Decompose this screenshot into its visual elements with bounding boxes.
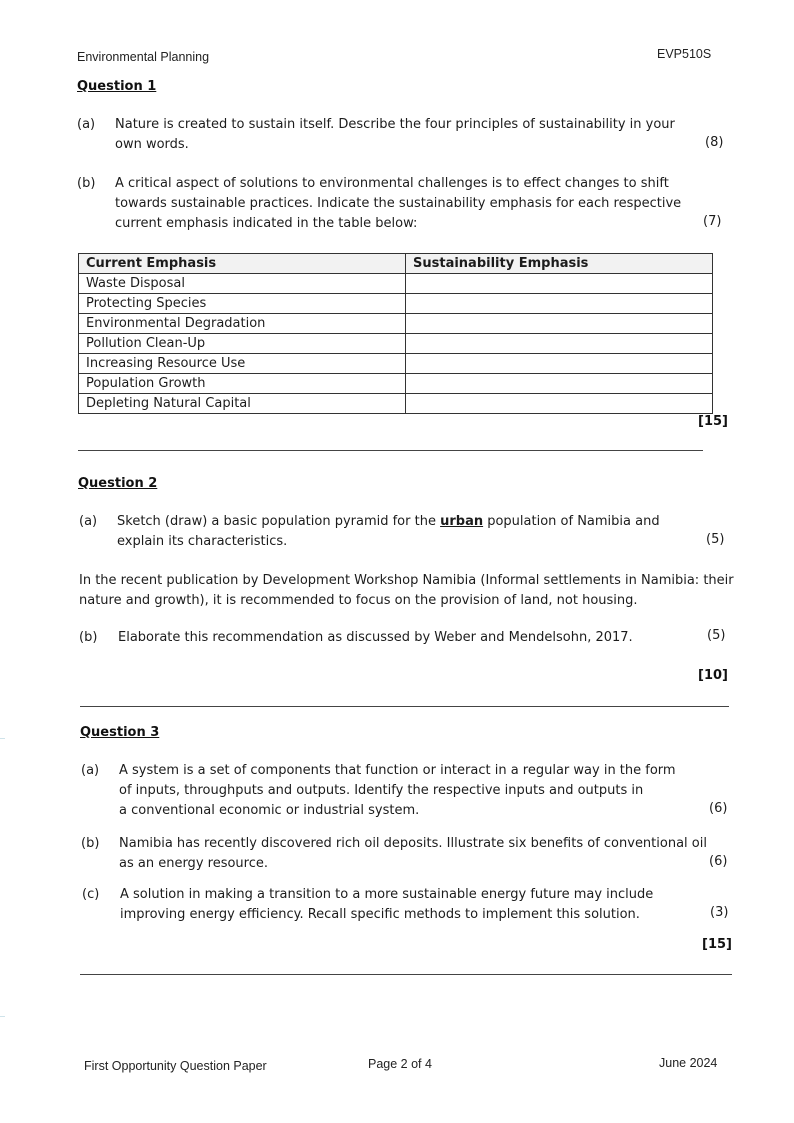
q1b-text-line1: A critical aspect of solutions to environmental challenges is to effect changes to shift bbox=[115, 176, 669, 191]
table-cell-current: Protecting Species bbox=[79, 294, 406, 314]
q2b-marks: (5) bbox=[707, 628, 726, 643]
table-cell-current: Pollution Clean-Up bbox=[79, 334, 406, 354]
q3b-marks: (6) bbox=[709, 854, 728, 869]
table-row bbox=[79, 374, 713, 394]
q1b-text-line3: current emphasis indicated in the table below: bbox=[115, 216, 418, 231]
column-header-sustainability-emphasis: Sustainability Emphasis bbox=[406, 254, 713, 274]
section-divider bbox=[80, 974, 732, 975]
section-divider bbox=[80, 706, 729, 707]
table-cell-current: Environmental Degradation bbox=[79, 314, 406, 334]
table-row bbox=[79, 354, 713, 374]
question-1-title: Question 1 bbox=[77, 79, 157, 94]
question-3-title: Question 3 bbox=[80, 725, 160, 740]
q2a-text-line2: explain its characteristics. bbox=[117, 534, 288, 549]
course-title: Environmental Planning bbox=[77, 50, 210, 64]
q2a-text-post: population of Namibia and bbox=[483, 514, 660, 529]
q3c-text-line1: A solution in making a transition to a more sustainable energy future may include bbox=[120, 887, 654, 902]
table-cell-answer-blank bbox=[406, 274, 713, 294]
q3a-marks: (6) bbox=[709, 801, 728, 816]
sustainability-emphasis-table bbox=[78, 253, 713, 414]
scan-artifact bbox=[0, 738, 5, 739]
q2-intro-line2: nature and growth), it is recommended to focus on the provision of land, not housing. bbox=[79, 593, 638, 608]
table-row bbox=[79, 274, 713, 294]
table-cell-answer-blank bbox=[406, 394, 713, 414]
table-cell-current: Waste Disposal bbox=[79, 274, 406, 294]
table-row bbox=[79, 334, 713, 354]
q2a-text-line1 bbox=[117, 512, 660, 532]
q1b-marks: (7) bbox=[703, 214, 722, 229]
q1a-marks: (8) bbox=[705, 135, 724, 150]
q1a-text-line2: own words. bbox=[115, 137, 189, 152]
table-cell-answer-blank bbox=[406, 294, 713, 314]
table-cell-current: Increasing Resource Use bbox=[79, 354, 406, 374]
q3a-text-line3: a conventional economic or industrial system. bbox=[119, 803, 420, 818]
q3b-label: (b) bbox=[81, 836, 100, 851]
q1a-label: (a) bbox=[77, 117, 96, 132]
course-code: EVP510S bbox=[657, 47, 712, 61]
q1b-text-line2: towards sustainable practices. Indicate the sustainability emphasis for each respective bbox=[115, 196, 682, 211]
table-cell-answer-blank bbox=[406, 314, 713, 334]
q2a-marks: (5) bbox=[706, 532, 725, 547]
column-header-current-emphasis: Current Emphasis bbox=[79, 254, 406, 274]
q3c-text-line2: improving energy efficiency. Recall specific methods to implement this solution. bbox=[120, 907, 640, 922]
q1a-text-line1: Nature is created to sustain itself. Describe the four principles of sustainability in your bbox=[115, 117, 675, 132]
table-row bbox=[79, 394, 713, 414]
table-cell-answer-blank bbox=[406, 354, 713, 374]
q3b-text-line1: Namibia has recently discovered rich oil deposits. Illustrate six benefits of conventional oil bbox=[119, 836, 707, 851]
table-cell-answer-blank bbox=[406, 334, 713, 354]
q3c-marks: (3) bbox=[710, 905, 729, 920]
table-header-row bbox=[79, 254, 713, 274]
table-cell-current: Depleting Natural Capital bbox=[79, 394, 406, 414]
q2a-label: (a) bbox=[79, 514, 98, 529]
scan-artifact bbox=[0, 1016, 5, 1017]
table-row bbox=[79, 294, 713, 314]
q2-total-marks: [10] bbox=[698, 668, 728, 683]
q3a-text-line2: of inputs, throughputs and outputs. Identify the respective inputs and outputs in bbox=[119, 783, 644, 798]
q2a-text-pre: Sketch (draw) a basic population pyramid for the bbox=[117, 514, 441, 529]
footer-page-number: Page 2 of 4 bbox=[368, 1057, 432, 1071]
q2a-text-emphasis: urban bbox=[440, 514, 484, 529]
q3b-text-line2: as an energy resource. bbox=[119, 856, 268, 871]
q1b-label: (b) bbox=[77, 176, 96, 191]
q2b-text-line1: Elaborate this recommendation as discussed by Weber and Mendelsohn, 2017. bbox=[118, 630, 633, 645]
q2-intro-line1: In the recent publication by Development Workshop Namibia (Informal settlements in Namibia: their bbox=[79, 573, 734, 588]
footer-date: June 2024 bbox=[659, 1056, 718, 1070]
q3a-text-line1: A system is a set of components that function or interact in a regular way in the form bbox=[119, 763, 676, 778]
q3-total-marks: [15] bbox=[702, 937, 732, 952]
q3c-label: (c) bbox=[82, 887, 100, 902]
question-2-title: Question 2 bbox=[78, 476, 158, 491]
q1-total-marks: [15] bbox=[698, 414, 728, 429]
footer-paper-type: First Opportunity Question Paper bbox=[84, 1059, 267, 1073]
section-divider bbox=[78, 450, 703, 451]
q3a-label: (a) bbox=[81, 763, 100, 778]
table-cell-current: Population Growth bbox=[79, 374, 406, 394]
table-row bbox=[79, 314, 713, 334]
q2b-label: (b) bbox=[79, 630, 98, 645]
table-cell-answer-blank bbox=[406, 374, 713, 394]
